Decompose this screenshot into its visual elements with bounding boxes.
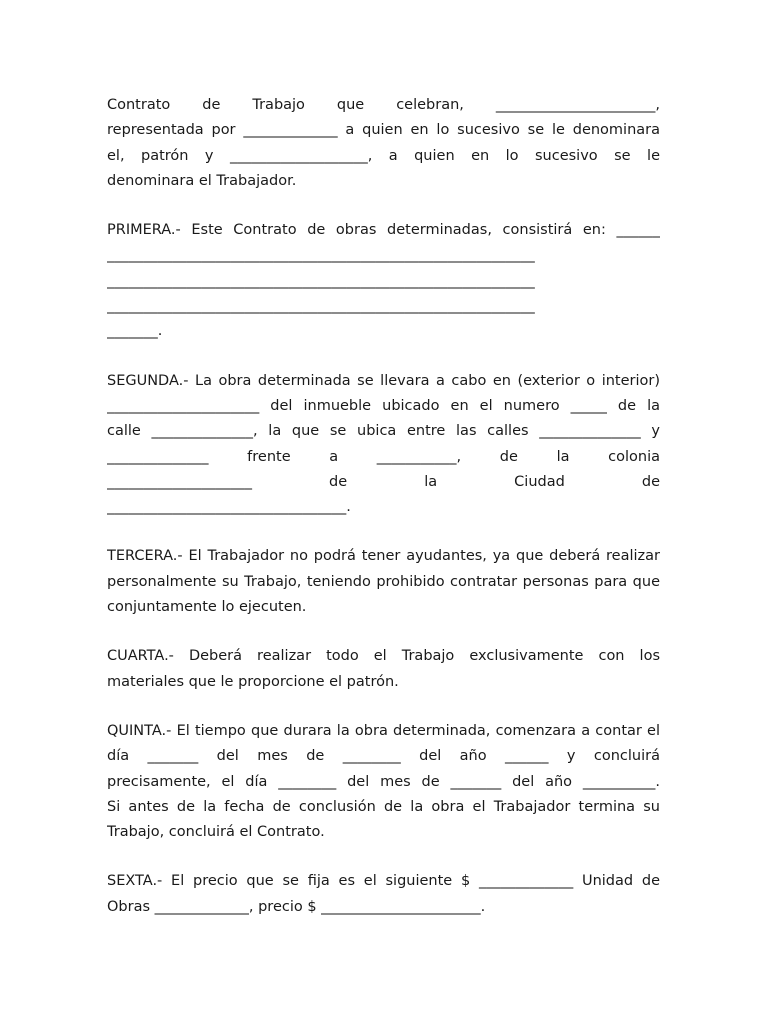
text-line: ___________________________________________________________ xyxy=(107,298,535,315)
text-line: SEGUNDA.- La obra determinada se llevara a cabo en (exterior o interior) xyxy=(107,372,660,389)
text-line: conjuntamente lo ejecuten. xyxy=(107,599,307,616)
text-line: PRIMERA.- Este Contrato de obras determinadas, consistirá en: ______ xyxy=(107,222,660,239)
text-line: personalmente su Trabajo, teniendo prohibido contratar personas para que xyxy=(107,573,660,590)
text-line: ______________ frente a ___________, de la colonia xyxy=(107,448,660,465)
text-line: denominara el Trabajador. xyxy=(107,172,297,189)
paragraph-quinta xyxy=(107,719,660,845)
paragraph-sexta xyxy=(107,869,660,920)
text-line: ___________________________________________________________ xyxy=(107,247,535,264)
text-line: QUINTA.- El tiempo que durara la obra determinada, comenzara a contar el xyxy=(107,722,660,739)
text-line: _____________________ del inmueble ubicado en el numero _____ de la xyxy=(107,397,660,414)
text-line: Contrato de Trabajo que celebran, ______________________, xyxy=(107,97,660,113)
text-line: el, patrón y ___________________, a quien en lo sucesivo se le xyxy=(107,147,660,164)
text-line: ____________________ de la Ciudad de xyxy=(107,473,660,490)
text-line: calle ______________, la que se ubica entre las calles ______________ y xyxy=(107,423,660,440)
text-line: precisamente, el día ________ del mes de _______ del año __________. xyxy=(107,773,660,790)
text-line: día _______ del mes de ________ del año ______ y concluirá xyxy=(107,748,660,765)
text-line: _______. xyxy=(107,323,163,340)
text-line: representada por _____________ a quien en lo sucesivo se le denominara xyxy=(107,122,660,139)
paragraph-tercera xyxy=(107,544,660,620)
paragraph-intro xyxy=(107,93,660,194)
text-line: Trabajo, concluirá el Contrato. xyxy=(107,824,325,841)
text-line: _________________________________. xyxy=(107,499,351,516)
text-line: SEXTA.- El precio que se fija es el siguiente $ _____________ Unidad de xyxy=(107,873,660,890)
paragraph-segunda xyxy=(107,369,660,521)
paragraph-primera xyxy=(107,218,660,344)
text-line: TERCERA.- El Trabajador no podrá tener ayudantes, ya que deberá realizar xyxy=(107,548,660,565)
text-line: CUARTA.- Deberá realizar todo el Trabajo exclusivamente con los xyxy=(107,648,660,665)
text-line: Obras _____________, precio $ ______________________. xyxy=(107,898,486,915)
text-line: materiales que le proporcione el patrón. xyxy=(107,673,399,690)
text-line: ___________________________________________________________ xyxy=(107,272,535,289)
text-line: Si antes de la fecha de conclusión de la obra el Trabajador termina su xyxy=(107,798,660,815)
paragraph-cuarta xyxy=(107,644,660,695)
